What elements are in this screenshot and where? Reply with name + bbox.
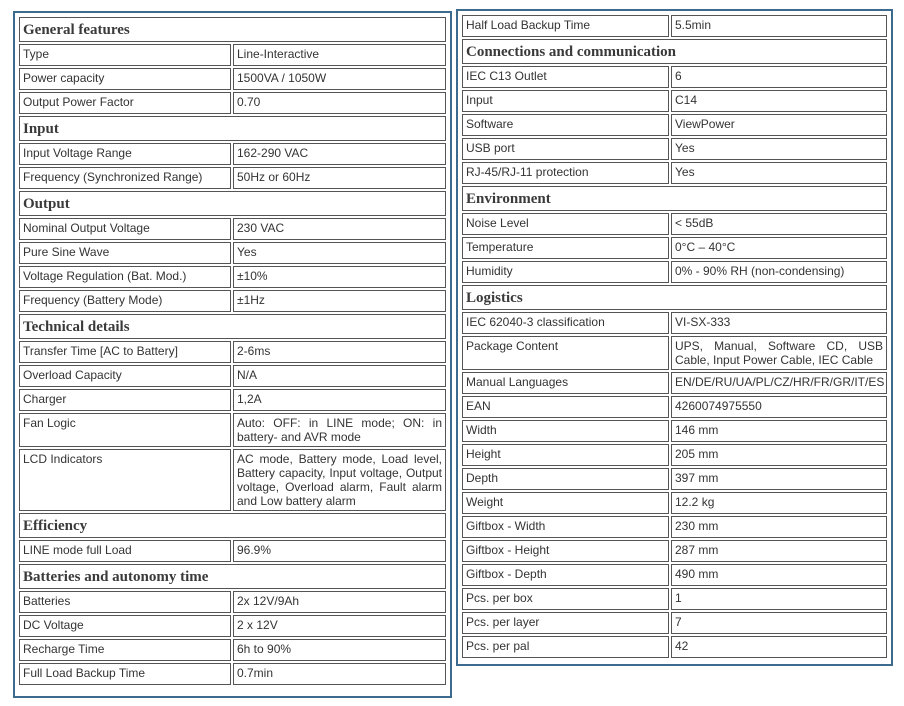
section-heading: General features [19, 17, 446, 42]
spec-row [462, 540, 887, 562]
spec-row [19, 639, 446, 661]
spec-panel-right [456, 9, 893, 666]
spec-label: Noise Level [462, 213, 669, 235]
spec-label: Voltage Regulation (Bat. Mod.) [19, 266, 231, 288]
spec-value: 146 mm [671, 420, 887, 442]
spec-row [19, 290, 446, 312]
spec-value: Yes [671, 162, 887, 184]
spec-value: 2x 12V/9Ah [233, 591, 446, 613]
spec-row [19, 365, 446, 387]
spec-value: ViewPower [671, 114, 887, 136]
spec-label: Width [462, 420, 669, 442]
spec-label: Nominal Output Voltage [19, 218, 231, 240]
spec-label: Overload Capacity [19, 365, 231, 387]
spec-label: IEC C13 Outlet [462, 66, 669, 88]
section-row [19, 17, 446, 42]
spec-row [462, 90, 887, 112]
spec-row [462, 261, 887, 283]
spec-panel-left [13, 11, 452, 698]
spec-value: < 55dB [671, 213, 887, 235]
spec-label: Output Power Factor [19, 92, 231, 114]
section-heading: Input [19, 116, 446, 141]
spec-row [462, 468, 887, 490]
spec-row [19, 615, 446, 637]
section-heading: Environment [462, 186, 887, 211]
spec-label: DC Voltage [19, 615, 231, 637]
spec-row [462, 636, 887, 658]
spec-row [462, 444, 887, 466]
spec-value: 162-290 VAC [233, 143, 446, 165]
spec-value: 1500VA / 1050W [233, 68, 446, 90]
section-heading: Output [19, 191, 446, 216]
section-heading: Technical details [19, 314, 446, 339]
spec-row [462, 15, 887, 37]
spec-row [462, 138, 887, 160]
section-row [19, 564, 446, 589]
spec-table-left [17, 15, 448, 687]
spec-value: 42 [671, 636, 887, 658]
spec-row [462, 237, 887, 259]
section-row [462, 186, 887, 211]
spec-row [19, 663, 446, 685]
spec-value: 0°C – 40°C [671, 237, 887, 259]
spec-label: Type [19, 44, 231, 66]
spec-label: Giftbox - Height [462, 540, 669, 562]
spec-row [462, 336, 887, 370]
spec-value: UPS, Manual, Software CD, USB Cable, Input Power Cable, IEC Cable [671, 336, 887, 370]
spec-label: Transfer Time [AC to Battery] [19, 341, 231, 363]
spec-row [19, 540, 446, 562]
spec-label: Manual Languages [462, 372, 669, 394]
spec-row [462, 588, 887, 610]
spec-row [19, 218, 446, 240]
spec-row [462, 420, 887, 442]
spec-table-right [460, 13, 889, 660]
spec-row [462, 372, 887, 394]
spec-label: LINE mode full Load [19, 540, 231, 562]
spec-row [462, 564, 887, 586]
spec-label: Input Voltage Range [19, 143, 231, 165]
spec-label: Giftbox - Depth [462, 564, 669, 586]
section-heading: Efficiency [19, 513, 446, 538]
spec-label: Software [462, 114, 669, 136]
spec-label: Pcs. per box [462, 588, 669, 610]
spec-value: 6 [671, 66, 887, 88]
section-heading: Batteries and autonomy time [19, 564, 446, 589]
spec-row [462, 213, 887, 235]
spec-label: Giftbox - Width [462, 516, 669, 538]
section-row [19, 314, 446, 339]
spec-value: Yes [671, 138, 887, 160]
spec-value: 6h to 90% [233, 639, 446, 661]
spec-value: EN/DE/RU/UA/PL/CZ/HR/FR/GR/IT/ES [671, 372, 887, 394]
spec-row [462, 114, 887, 136]
spec-label: LCD Indicators [19, 449, 231, 511]
spec-label: Package Content [462, 336, 669, 370]
spec-value: 12.2 kg [671, 492, 887, 514]
spec-row [462, 312, 887, 334]
spec-row [19, 449, 446, 511]
spec-value: Yes [233, 242, 446, 264]
spec-value: 490 mm [671, 564, 887, 586]
spec-label: Pcs. per layer [462, 612, 669, 634]
spec-value: ±1Hz [233, 290, 446, 312]
spec-label: EAN [462, 396, 669, 418]
section-row [19, 191, 446, 216]
section-heading: Logistics [462, 285, 887, 310]
spec-row [19, 143, 446, 165]
spec-label: USB port [462, 138, 669, 160]
spec-label: Charger [19, 389, 231, 411]
section-heading: Connections and communication [462, 39, 887, 64]
spec-value: 287 mm [671, 540, 887, 562]
spec-label: Frequency (Battery Mode) [19, 290, 231, 312]
section-row [19, 116, 446, 141]
spec-label: Depth [462, 468, 669, 490]
spec-value: 1 [671, 588, 887, 610]
spec-value: N/A [233, 365, 446, 387]
spec-value: 1,2A [233, 389, 446, 411]
spec-label: Humidity [462, 261, 669, 283]
spec-value: 230 VAC [233, 218, 446, 240]
spec-row [19, 389, 446, 411]
section-row [19, 513, 446, 538]
spec-row [19, 266, 446, 288]
spec-label: Fan Logic [19, 413, 231, 447]
spec-value: Line-Interactive [233, 44, 446, 66]
spec-label: Power capacity [19, 68, 231, 90]
spec-value: 4260074975550 [671, 396, 887, 418]
spec-label: RJ-45/RJ-11 protection [462, 162, 669, 184]
spec-label: Input [462, 90, 669, 112]
spec-value: 0% - 90% RH (non-condensing) [671, 261, 887, 283]
spec-row [462, 492, 887, 514]
spec-row [19, 44, 446, 66]
spec-label: Batteries [19, 591, 231, 613]
section-row [462, 285, 887, 310]
spec-row [462, 162, 887, 184]
spec-value: C14 [671, 90, 887, 112]
spec-label: Pure Sine Wave [19, 242, 231, 264]
spec-value: 205 mm [671, 444, 887, 466]
spec-row [462, 516, 887, 538]
spec-value: 5.5min [671, 15, 887, 37]
spec-label: Weight [462, 492, 669, 514]
spec-label: Temperature [462, 237, 669, 259]
spec-value: 397 mm [671, 468, 887, 490]
spec-value: 0.7min [233, 663, 446, 685]
spec-value: 2-6ms [233, 341, 446, 363]
spec-row [19, 242, 446, 264]
spec-row [462, 66, 887, 88]
spec-label: Frequency (Synchronized Range) [19, 167, 231, 189]
spec-label: Full Load Backup Time [19, 663, 231, 685]
spec-value: AC mode, Battery mode, Load level, Battery capacity, Input voltage, Output voltage, Overload alarm, Fault alarm and Low battery alarm [233, 449, 446, 511]
spec-value: 230 mm [671, 516, 887, 538]
spec-row [462, 612, 887, 634]
spec-value: VI-SX-333 [671, 312, 887, 334]
spec-label: IEC 62040-3 classification [462, 312, 669, 334]
spec-value: 2 x 12V [233, 615, 446, 637]
spec-row [19, 68, 446, 90]
spec-row [19, 591, 446, 613]
spec-value: 0.70 [233, 92, 446, 114]
spec-row [19, 341, 446, 363]
spec-label: Height [462, 444, 669, 466]
spec-row [19, 92, 446, 114]
spec-label: Recharge Time [19, 639, 231, 661]
section-row [462, 39, 887, 64]
spec-value: Auto: OFF: in LINE mode; ON: in battery- and AVR mode [233, 413, 446, 447]
spec-value: 96.9% [233, 540, 446, 562]
spec-row [462, 396, 887, 418]
spec-row [19, 413, 446, 447]
spec-row [19, 167, 446, 189]
spec-label: Half Load Backup Time [462, 15, 669, 37]
spec-value: ±10% [233, 266, 446, 288]
spec-label: Pcs. per pal [462, 636, 669, 658]
spec-value: 50Hz or 60Hz [233, 167, 446, 189]
spec-value: 7 [671, 612, 887, 634]
